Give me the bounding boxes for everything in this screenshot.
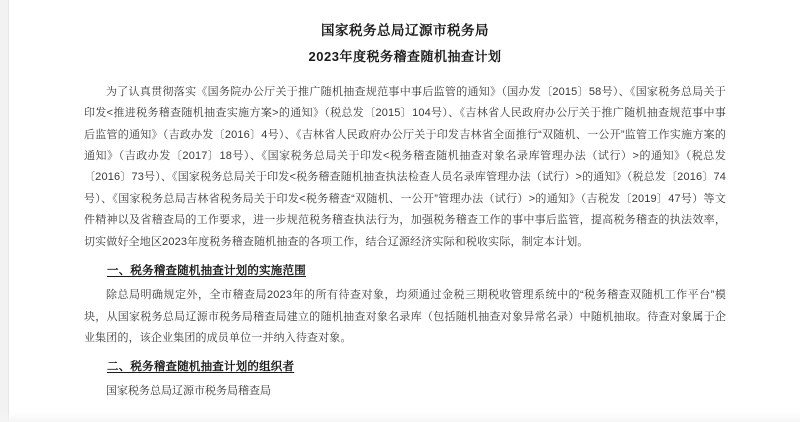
document-content [10, 0, 800, 422]
page-left-margin-strip [0, 0, 9, 422]
section-body-organizer: 国家税务总局辽源市税务局稽查局 [106, 385, 271, 398]
page-title: 国家税务总局辽源市税务局 [321, 23, 489, 38]
section-heading-scope-text: 一、税务稽查随机抽查计划的实施范围 [107, 265, 306, 278]
section-heading-organizer-text: 二、税务稽查随机抽查计划的组织者 [107, 361, 295, 374]
section-heading-organizer [84, 356, 726, 379]
section-body-scope: 除总局明确规定外，全市稽查局2023年的所有待查对象，均须通过金税三期税收管理系统中的“税务稽查双随机工作平台”模块，从国家税务总局辽源市税务局稽查局建立的随机抽查对象名录库（包括随机抽查对象异常名录）中随机抽取。待查对象属于企业集团的，该企业集团的成员单位一并纳入待查对象。 [84, 289, 726, 345]
page-subtitle: 2023年度税务稽查随机抽查计划 [308, 48, 502, 64]
intro-paragraph: 为了认真贯彻落实《国务院办公厅关于推广随机抽查规范事中事后监管的通知》（国办发〔2015〕58号）、《国家税务总局关于印发<推进税务稽查随机抽查实施方案>的通知》（税总发〔2015〕104号）、《吉林省人民政府办公厅关于推广随机抽查规范事中事后监管的通知》（吉政办发〔2016〕4号）、《吉林省人民政府办公厅关于印发吉林省全面推行“双随机、一公开”监管工作实施方案的通知》（吉政办发〔2017〕18号）、《国家税务总局关于印发<税务稽查随机抽查对象名录库管理办法（试行）>的通知》（税总发〔2016〕73号）、《国家税务总局关于印发<税务稽查随机抽查执法检查人员名录库管理办法（试行）>的通知》（税总发〔2016〕74号）、《国家税务总局吉林省税务局关于印发<税务稽查“双随机、一公开”管理办法（试行）>的通知》（吉税发〔2019〕47号）等文件精神以及省稽查局的工作要求，进一步规范税务稽查执法行为，加强税务稽查工作的事中事后监管，提高税务稽查的执法效率，切实做好全地区2023年度税务稽查随机抽查的各项工作，结合辽源经济实际和税收实际，制定本计划。 [84, 85, 726, 248]
section-heading-scope [84, 260, 726, 283]
